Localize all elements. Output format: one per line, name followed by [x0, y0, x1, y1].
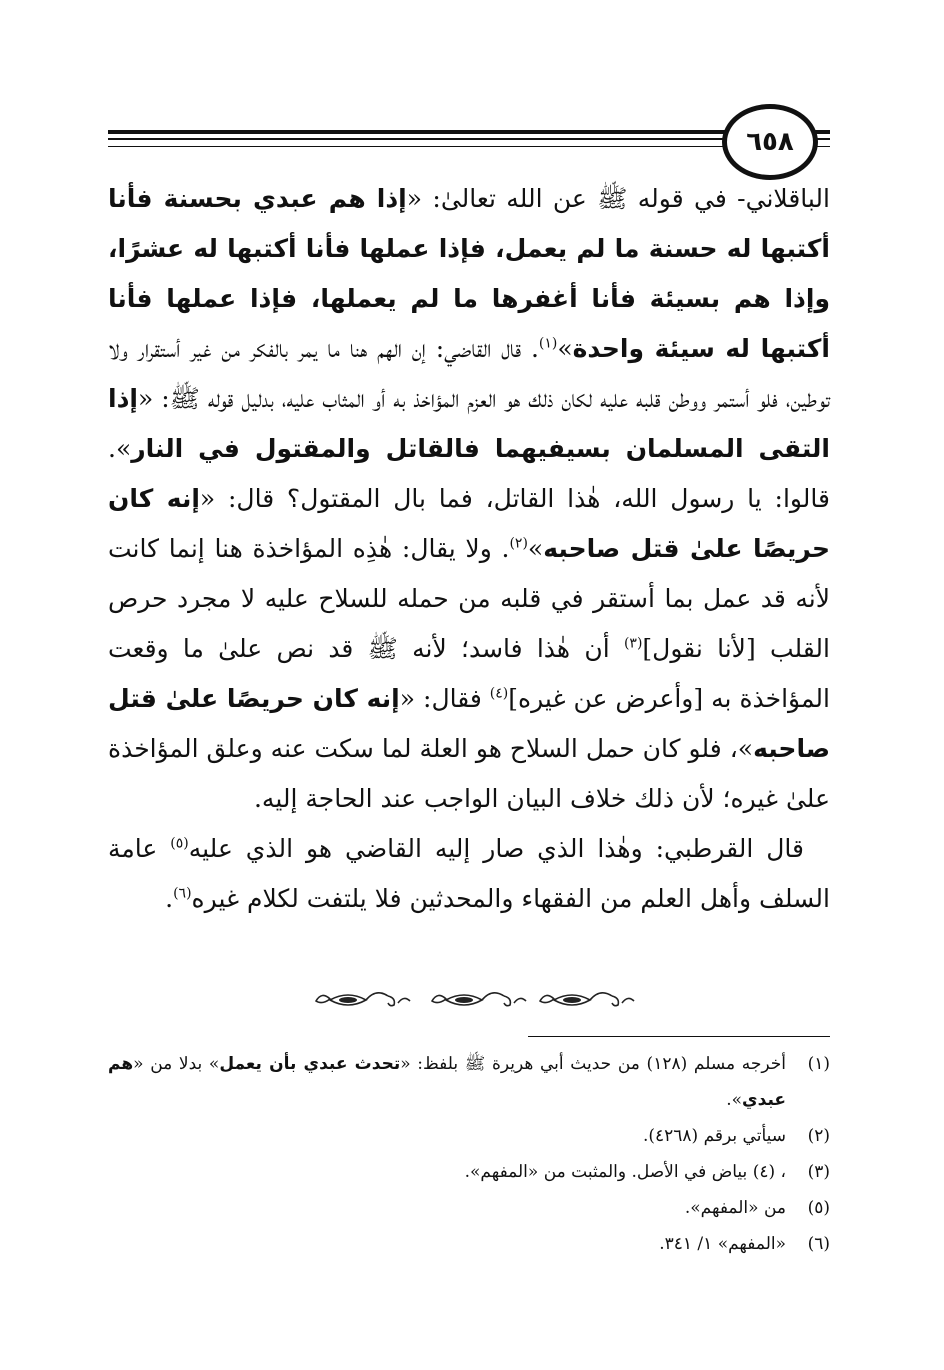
footnote: (٢) سيأتي برقم (٤٢٦٨). — [108, 1118, 830, 1154]
paragraph: قال القرطبي: وهٰذا الذي صار إليه القاضي هو الذي عليه$^{(٥)}$ عامة السلف وأهل العلم من الفقهاء والمحدثين فلا يلتفت لكلام غيره$^{(٦)}$. — [108, 834, 830, 913]
footnote-ref[interactable]: (٤) — [489, 685, 509, 702]
footnote-ref[interactable]: (٥) — [170, 835, 189, 852]
footnote-ref[interactable]: (٦) — [173, 885, 192, 902]
footnote-number: (٥) — [807, 1198, 830, 1218]
hadith-quote: إذا هم عبدي بحسنة فأنا أكتبها له حسنة ما لم يعمل، فإذا عملها فأنا أكتبها له عشرًا، وإذا هم بسيئة فأنا أغفرها ما لم يعملها، فإذا عملها فأنا أكتبها له سيئة واحدة — [108, 184, 830, 363]
footnote-ref[interactable]: (٣) — [623, 635, 643, 652]
footnote-ref[interactable]: (٢) — [509, 535, 528, 552]
footnote-separator — [528, 1036, 830, 1037]
footnote-number: (٣) — [807, 1162, 830, 1182]
paragraph: الباقلاني- في قوله ﷺ عن الله تعالىٰ: «إذا هم عبدي بحسنة فأنا أكتبها له حسنة ما لم يعمل، فإذا عملها فأنا أكتبها له عشرًا، وإذا هم بسيئة فأنا أغفرها ما لم يعملها، فإذا عملها فأنا أكتبها له سيئة واحدة»$^{(١)}$. قال القاضي: إن الهم هنا ما يمر بالفكر من غير أستقرار ولا توطين، فلو أستمر ووطن قلبه عليه لكان ذلك هو العزم المؤاخذ به أو المثاب عليه، بدليل قوله ﷺ: «إذا التقى المسلمان بسيفيهما فالقاتل والمقتول في النار». قالوا: يا رسول الله، هٰذا القاتل، فما بال المقتول؟ قال: «إنه كان حريصًا علىٰ قتل صاحبه»$^{(٢)}$. ولا يقال: هٰذِه المؤاخذة هنا إنما كانت لأنه قد عمل بما أستقر في قلبه من حمله للسلاح عليه لا مجرد حرص القلب [لأنا نقول]$^{(٣)}$ أن هٰذا فاسد؛ لأنه ﷺ قد نص علىٰ ما وقعت المؤاخذة به [وأعرض عن غيره]$^{(٤)}$ فقال: «إنه كان حريصًا علىٰ قتل صاحبه»، فلو كان حمل السلاح هو العلة لما سكت عنه وعلق المؤاخذة علىٰ غيره؛ لأن ذلك خلاف البيان الواجب عند الحاجة إليه. — [108, 184, 831, 813]
hadith-quote: إنه كان حريصًا علىٰ قتل صاحبه — [108, 684, 830, 763]
footnote-ref[interactable]: (١) — [538, 335, 558, 352]
hadith-quote: إنه كان حريصًا علىٰ قتل صاحبه — [108, 484, 831, 563]
footnote: (٥) من «المفهم». — [108, 1190, 830, 1226]
ornament-divider-icon — [308, 985, 638, 1015]
footnote-number: (١) — [807, 1054, 830, 1074]
main-text — [108, 174, 830, 924]
footnote: (٦) «المفهم» ١/ ٣٤١. — [108, 1226, 830, 1262]
footnotes — [108, 1046, 830, 1262]
footnote-number: (٢) — [807, 1126, 830, 1146]
page-number: ٦٥٨ — [722, 104, 818, 180]
footnote: (١) أخرجه مسلم (١٢٨) من حديث أبي هريرة ﷺ بلفظ: «تحدث عبدي بأن يعمل» بدلا من «هم عبدي». — [108, 1046, 830, 1118]
footnote: (٣) ، (٤) بياض في الأصل. والمثبت من «المفهم». — [108, 1154, 830, 1190]
header-rule — [108, 130, 830, 134]
footnote-number: (٦) — [807, 1234, 830, 1254]
hadith-quote: إذا التقى المسلمان بسيفيهما فالقاتل والمقتول في النار — [108, 384, 830, 463]
